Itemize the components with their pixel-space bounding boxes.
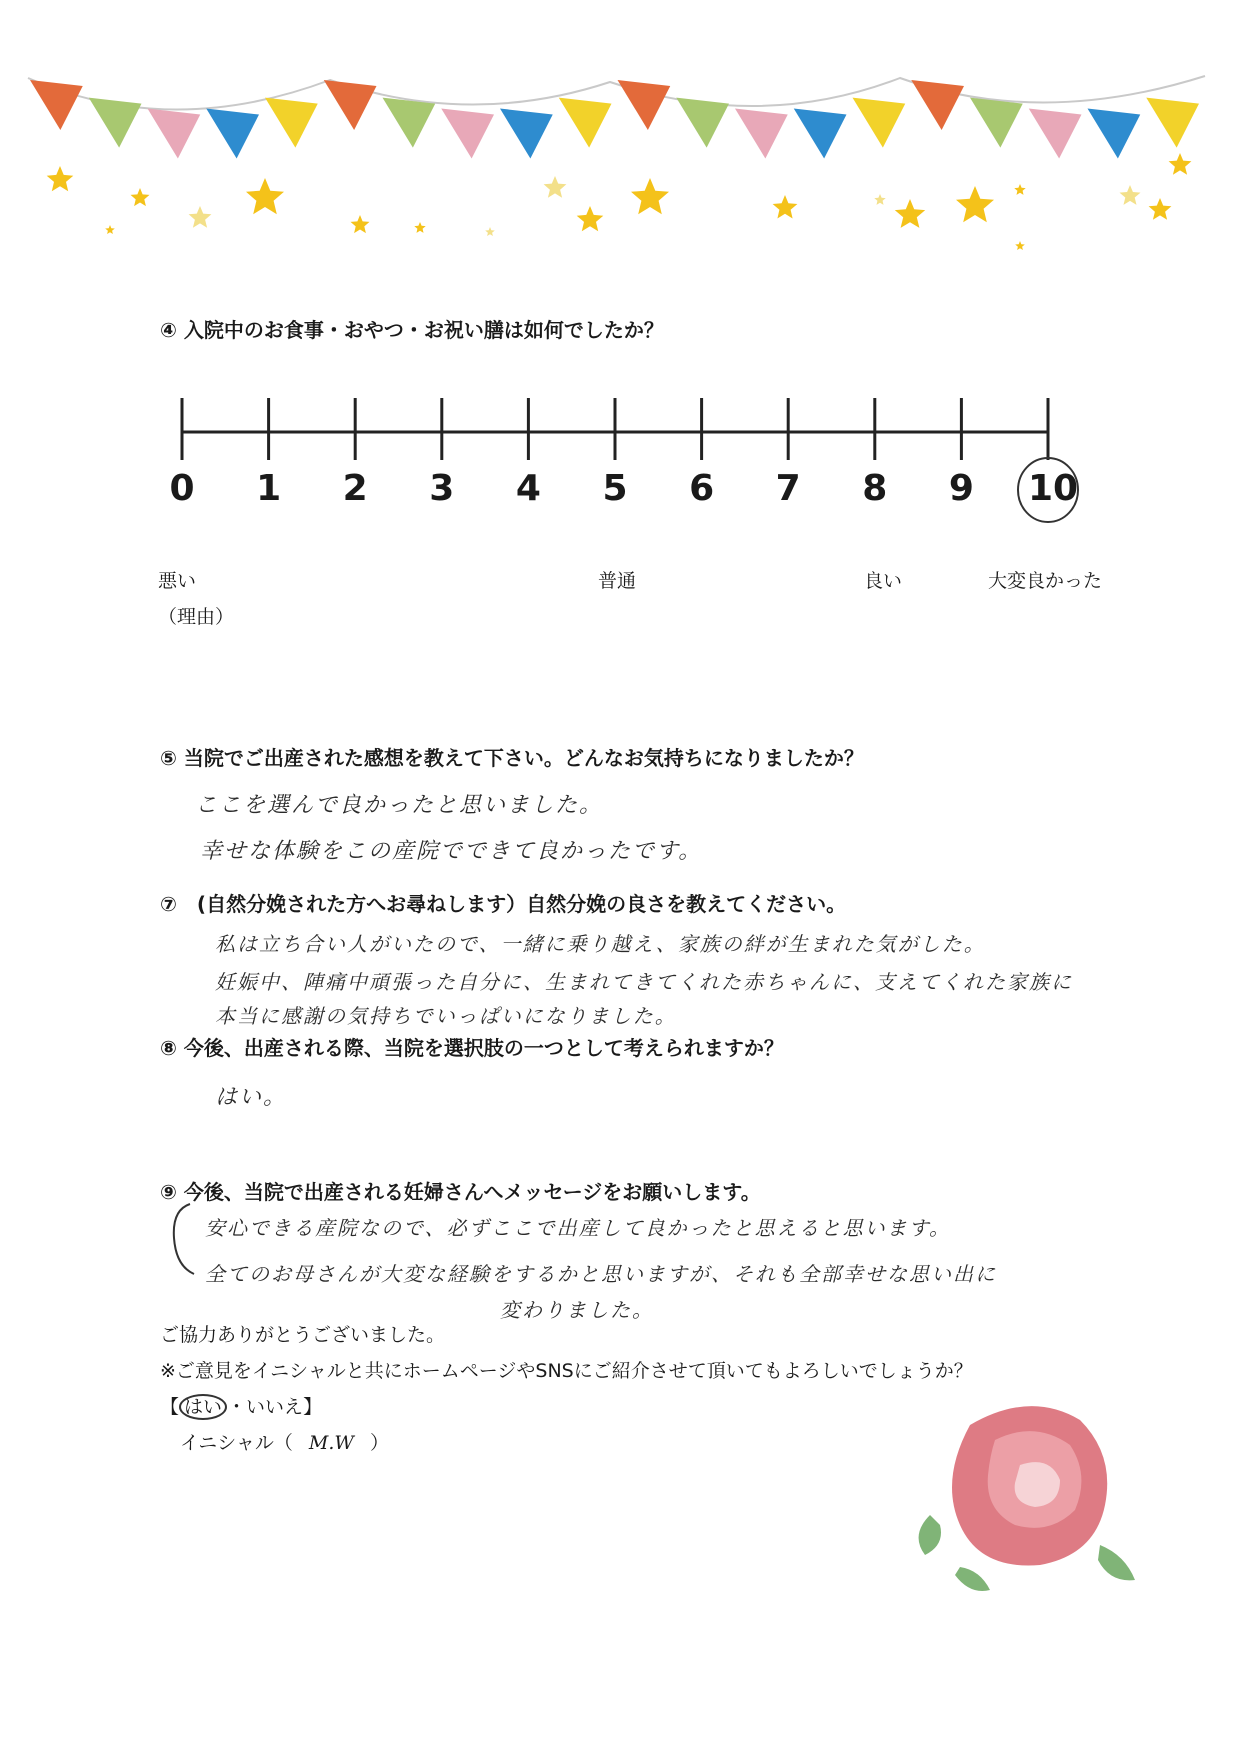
star-icon [874, 194, 885, 205]
scale-number-4[interactable]: 4 [515, 468, 541, 509]
bunting-flag [911, 80, 964, 130]
star-icon [956, 186, 994, 222]
choice-no[interactable]: いいえ [246, 1396, 304, 1418]
consent-choices [160, 1392, 322, 1419]
q8-answer: はい。 [215, 1085, 288, 1110]
q9-answer-line-1: 安心できる産院なので、必ずここで出産して良かったと思えると思います。 [205, 1216, 951, 1240]
question-8-title: ⑧ 今後、出産される際、当院を選択肢の一つとして考えられますか？ [160, 1036, 784, 1060]
choice-separator: ・ [227, 1396, 247, 1418]
initial-value[interactable]: M.W [308, 1432, 354, 1454]
bunting-flag [1029, 109, 1082, 159]
star-icon [414, 222, 425, 233]
choice-yes[interactable]: はい [179, 1394, 227, 1420]
bunting-flag [618, 80, 671, 130]
scale-number-5[interactable]: 5 [602, 468, 628, 509]
bunting-flag [853, 98, 906, 148]
star-icon [631, 178, 669, 214]
bunting-flag [676, 98, 729, 148]
bunting-flag [383, 98, 436, 148]
bunting-flag [324, 80, 377, 130]
star-icon [544, 176, 567, 198]
scale-label-very-good: 大変良かった [988, 570, 1103, 592]
scale-number-9[interactable]: 9 [948, 468, 974, 509]
q7-answer-line-2: 妊娠中、陣痛中頑張った自分に、生まれてきてくれた赤ちゃんに、支えてくれた家族に [215, 970, 1073, 994]
star-icon [895, 199, 925, 228]
thanks-text: ご協力ありがとうございました。 [160, 1324, 446, 1346]
scale-number-10[interactable]: 10 [1028, 468, 1079, 509]
scale-label-good: 良い [864, 570, 903, 592]
initial-row [180, 1428, 389, 1455]
q5-answer-line-1: ここを選んで良かったと思いました。 [195, 793, 604, 818]
question-5-title: ⑤ 当院でご出産された感想を教えて下さい。どんなお気持ちになりましたか？ [160, 746, 864, 770]
q7-answer-line-1: 私は立ち合い人がいたので、一緒に乗り越え、家族の絆が生まれた気がした。 [215, 932, 986, 956]
bunting-flag [1088, 109, 1141, 159]
star-icon [1120, 185, 1141, 205]
rose-illustration [900, 1395, 1160, 1615]
scale-number-2[interactable]: 2 [342, 468, 368, 509]
bunting-flag [265, 98, 318, 148]
star-icon [105, 225, 115, 234]
initial-label-close: ） [370, 1432, 390, 1454]
star-icon [1169, 153, 1192, 175]
bunting-flag [206, 109, 259, 159]
star-icon [773, 195, 798, 219]
bunting-flag [735, 109, 788, 159]
scale-number-0[interactable]: 0 [169, 468, 195, 509]
choice-bracket-close: 】 [303, 1396, 323, 1418]
scale-label-bad: 悪い [158, 570, 197, 592]
star-icon [351, 215, 370, 233]
scale-number-6[interactable]: 6 [689, 468, 715, 509]
scale-label-normal: 普通 [598, 570, 637, 592]
question-4-title: ④ 入院中のお食事・おやつ・お祝い膳は如何でしたか？ [160, 318, 664, 342]
question-9-title: ⑨ 今後、当院で出産される妊婦さんへメッセージをお願いします。 [160, 1180, 761, 1204]
q7-answer-line-3: 本当に感謝の気持ちでいっぱいになりました。 [215, 1004, 677, 1028]
star-icon [485, 227, 495, 236]
star-icon [1015, 241, 1025, 250]
bunting-flag [500, 109, 553, 159]
bunting-flag [970, 98, 1023, 148]
bunting-flag [794, 109, 847, 159]
q5-answer-line-2: 幸せな体験をこの産院でできて良かったです。 [200, 839, 703, 864]
star-icon [47, 166, 74, 191]
scale-number-8[interactable]: 8 [862, 468, 888, 509]
bunting-flag [441, 109, 494, 159]
star-icon [131, 188, 150, 206]
bunting-flag [30, 80, 83, 130]
consent-question: ※ご意見をイニシャルと共にホームページやSNSにご紹介させて頂いてもよろしいでしょうか？ [160, 1360, 973, 1382]
star-icon [189, 206, 212, 228]
bunting-banner [0, 0, 1241, 260]
star-icon [246, 178, 284, 214]
bunting-flag [89, 98, 142, 148]
reason-label: （理由） [158, 606, 235, 628]
star-icon [577, 206, 604, 231]
q9-answer-line-2: 全てのお母さんが大変な経験をするかと思いますが、それも全部幸せな思い出に [205, 1262, 997, 1286]
scale-number-7[interactable]: 7 [775, 468, 801, 509]
initial-label-open: イニシャル（ [180, 1432, 293, 1454]
answer-bracket [168, 1200, 198, 1280]
bunting-flag [559, 98, 612, 148]
star-icon [1014, 184, 1025, 195]
question-7-title: ⑦ (自然分娩された方へお尋ねします）自然分娩の良さを教えてください。 [160, 892, 847, 916]
q9-answer-line-3: 変わりました。 [500, 1298, 654, 1322]
choice-bracket-open: 【 [160, 1396, 180, 1418]
bunting-flag [148, 109, 201, 159]
scale-number-1[interactable]: 1 [256, 468, 282, 509]
bunting-flag [1146, 98, 1199, 148]
star-icon [1149, 198, 1172, 220]
scale-number-3[interactable]: 3 [429, 468, 455, 509]
